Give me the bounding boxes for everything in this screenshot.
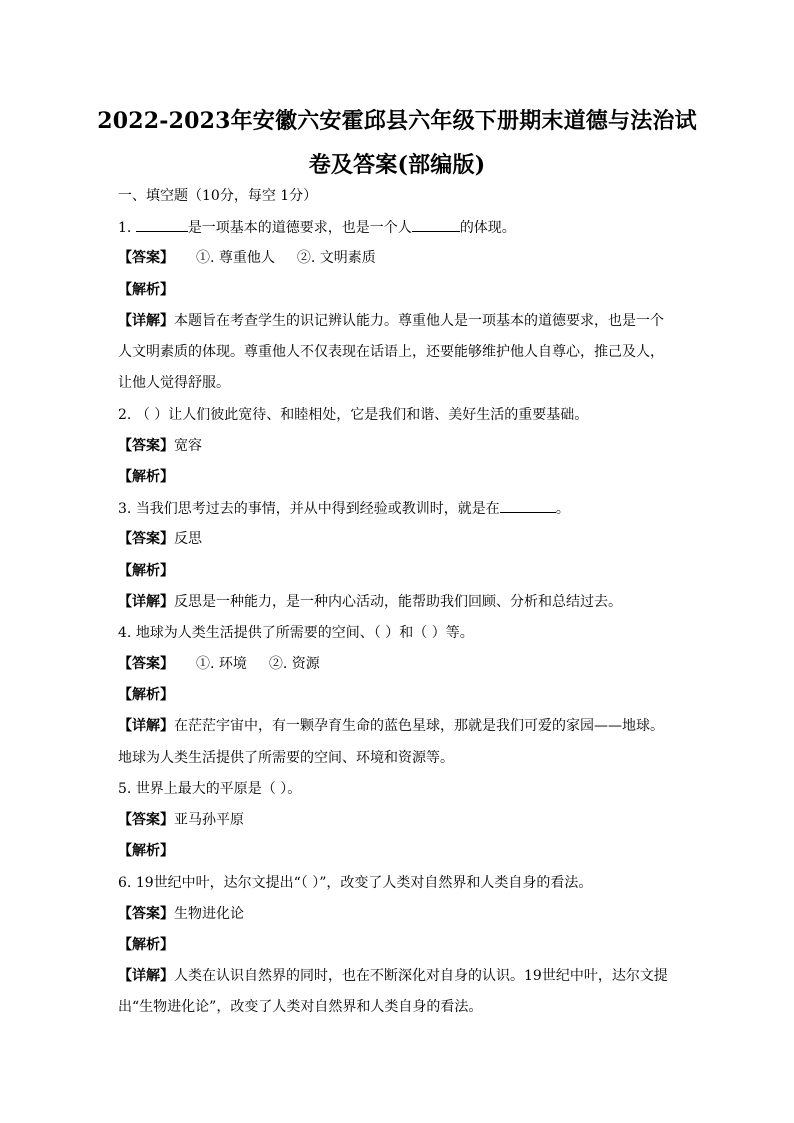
answer-value: 反思 <box>174 531 202 547</box>
answer-row <box>118 812 678 828</box>
answer-row <box>118 656 678 672</box>
detail-text: 反思是一种能力，是一种内心活动，能帮助我们回顾、分析和总结过去。 <box>174 594 622 610</box>
answer-row <box>118 906 678 922</box>
answer-value: 宽容 <box>174 438 202 454</box>
detail-row <box>118 718 678 734</box>
answer-label: 【答案】 <box>118 906 174 922</box>
question-number: 5. <box>118 781 132 797</box>
question-6 <box>118 875 678 891</box>
answer-label: 【答案】 <box>118 250 174 266</box>
analysis-label: 【解析】 <box>118 843 174 859</box>
analysis-label: 【解析】 <box>118 469 174 485</box>
detail-row <box>118 313 678 329</box>
detail-text: 人类在认识自然界的同时，也在不断深化对自身的认识。19世纪中叶，达尔文提 <box>174 968 668 984</box>
question-1 <box>118 219 678 236</box>
analysis-label: 【解析】 <box>118 282 174 298</box>
detail-text: 让他人觉得舒服。 <box>118 375 230 391</box>
detail-text: 人文明素质的体现。尊重他人不仅表现在话语上，还要能够维护他人自尊心，推己及人， <box>118 344 664 360</box>
answer-value: 亚马孙平原 <box>174 812 244 828</box>
detail-text: 出“生物进化论”，改变了人类对自然界和人类自身的看法。 <box>118 999 483 1015</box>
fill-blank <box>136 219 188 232</box>
answer-label: 【答案】 <box>118 438 174 454</box>
detail-text: 在茫茫宇宙中，有一颗孕育生命的蓝色星球，那就是我们可爱的家园——地球。 <box>174 718 664 734</box>
question-number: 1. <box>118 220 132 236</box>
section-heading: 一、填空题（10分，每空 1分） <box>118 188 318 204</box>
analysis-label: 【解析】 <box>118 687 174 703</box>
question-3 <box>118 500 678 517</box>
document-title-line-2: 卷及答案(部编版) <box>308 152 486 178</box>
question-text: 19世纪中叶，达尔文提出“（ ）”，改变了人类对自然界和人类自身的看法。 <box>135 875 593 891</box>
analysis-label: 【解析】 <box>118 937 174 953</box>
answer-row <box>118 250 678 266</box>
fill-blank <box>412 219 460 232</box>
question-text: 当我们思考过去的事情，并从中得到经验或教训时，就是在 <box>135 501 500 517</box>
detail-row <box>118 594 678 610</box>
detail-label: 【详解】 <box>118 718 174 734</box>
answer-value: 生物进化论 <box>174 906 244 922</box>
question-number: 3. <box>118 501 132 517</box>
answer-value: ②. 资源 <box>268 656 320 672</box>
answer-row <box>118 531 678 547</box>
question-text: 世界上最大的平原是（ ）。 <box>135 781 302 797</box>
fill-blank <box>500 500 556 513</box>
answer-row <box>118 438 678 454</box>
question-text: 是一项基本的道德要求，也是一个人 <box>187 220 412 236</box>
question-number: 6. <box>118 875 132 891</box>
question-text: （ ）让人们彼此宽待、和睦相处，它是我们和谐、美好生活的重要基础。 <box>135 407 589 423</box>
question-number: 2. <box>118 407 132 423</box>
answer-value: ②. 文明素质 <box>296 250 376 266</box>
detail-text: 本题旨在考查学生的识记辨认能力。尊重他人是一项基本的道德要求，也是一个 <box>174 313 664 329</box>
answer-label: 【答案】 <box>118 531 174 547</box>
detail-label: 【详解】 <box>118 968 174 984</box>
question-4 <box>118 625 678 641</box>
question-number: 4. <box>118 625 132 641</box>
answer-value: ①. 尊重他人 <box>196 250 275 266</box>
analysis-label: 【解析】 <box>118 563 174 579</box>
answer-label: 【答案】 <box>118 812 174 828</box>
detail-text: 地球为人类生活提供了所需要的空间、环境和资源等。 <box>118 750 454 766</box>
question-5 <box>118 781 678 797</box>
question-text: 。 <box>555 501 570 517</box>
answer-label: 【答案】 <box>118 656 174 672</box>
question-2 <box>118 407 678 423</box>
detail-label: 【详解】 <box>118 594 174 610</box>
detail-label: 【详解】 <box>118 313 174 329</box>
question-text: 的体现。 <box>459 220 516 236</box>
question-text: 地球为人类生活提供了所需要的空间、（ ）和（ ）等。 <box>135 625 474 641</box>
detail-row <box>118 968 678 984</box>
document-title-line-1: 2022-2023年安徽六安霍邱县六年级下册期末道德与法治试 <box>97 108 697 134</box>
answer-value: ①. 环境 <box>196 656 247 672</box>
